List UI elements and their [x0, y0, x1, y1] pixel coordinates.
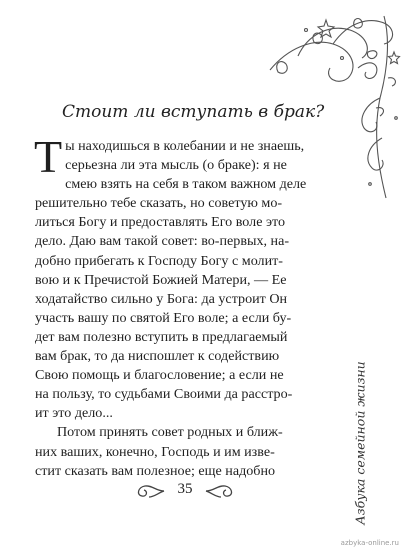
- text-line: литься Богу и предоставлять Его воле это: [35, 214, 286, 231]
- text-line: ит это дело...: [35, 405, 113, 422]
- text-line: добно прибегать к Господу Богу с молит-: [35, 252, 283, 269]
- text-line: серьезна ли эта мысль (о браке): я не: [65, 157, 287, 174]
- drop-cap: Т: [34, 131, 63, 182]
- page-number: 35: [177, 481, 193, 497]
- text-line: ы находишься в колебании и не знаешь,: [65, 138, 305, 154]
- text-line: на пользу, то судьбами Своими да расстро-: [35, 386, 293, 403]
- text-line: дело. Даю вам такой совет: во-первых, на-: [35, 233, 290, 250]
- page-footer: [130, 479, 240, 501]
- text-line: вою и к Пречистой Божией Матери, — Ее: [35, 271, 287, 288]
- text-line: Свою помощь и благословение; а если не: [35, 367, 284, 384]
- right-scroll-ornament-icon: [204, 483, 238, 499]
- watermark: azbyka-online.ru: [340, 539, 399, 547]
- body-text: [34, 131, 327, 481]
- chapter-title: Стоит ли вступать в брак?: [62, 102, 325, 122]
- book-title-label: Азбука семейной жизни: [352, 361, 368, 525]
- text-line: вам брак, то да ниспошлет к содействию: [35, 348, 280, 365]
- left-scroll-ornament-icon: [132, 483, 166, 499]
- text-line: ходатайство сильно у Бога: да устроит Он: [35, 290, 288, 307]
- text-line: смею взять на себя в таком важном деле: [65, 176, 307, 193]
- text-line: решительно тебе сказать, но советую мо-: [35, 195, 283, 212]
- book-title-sidebar: [350, 361, 370, 525]
- text-line: стит сказать вам полезное; еще надобно: [35, 462, 276, 479]
- text-line: Потом принять совет родных и ближ-: [57, 424, 283, 441]
- text-line: них ваших, конечно, Господь и им изве-: [35, 443, 275, 460]
- text-line: дет вам полезно вступить в предлагаемый: [35, 328, 288, 345]
- text-line: участь вашу по святой Его воле; а если бу-: [35, 309, 292, 326]
